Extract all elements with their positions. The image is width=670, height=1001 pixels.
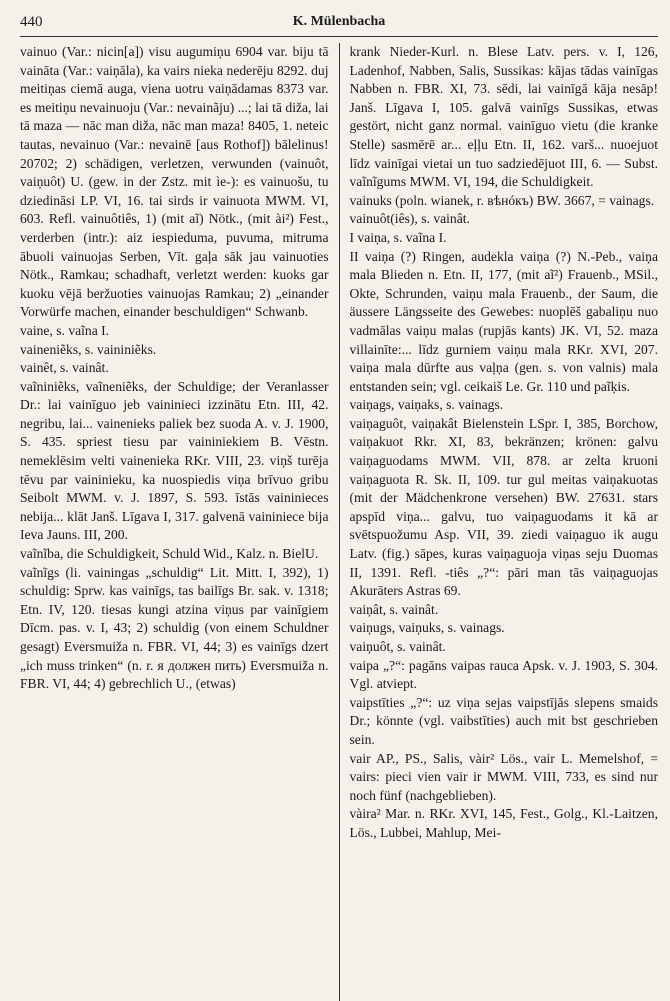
entry-paragraph: vaĩnĩgs (li. vainingas „schuldig“ Lit. Mitt. I, 392), 1) schuldig: Sprw. kas vainīgs, tas bailīgs Br. sak. v. 1318; Etn. IV, 120. tiesas kungi atzina viņus par vainīgiem Dīcm. pas. v. I, 43; 2) schuldig (von einem Schuldner gesagt) Eversmuiža n. FBR. VI, 44; 3) es vainīgs dzert „ich muss trinken“ (n. r. я должен пить) Eversmuiža n. FBR. VI, 44; 4) gebrechlich U., (etwas) xyxy=(20,564,329,692)
entry-paragraph: vaiņuôt, s. vainât. xyxy=(349,639,446,654)
entry-paragraph: vaiņugs, vaiņuks, s. vainags. xyxy=(349,620,505,636)
page-number: 440 xyxy=(20,14,43,30)
entry-paragraph: vainuôt(iês), s. vainât. xyxy=(349,211,470,227)
entry-paragraph: vaĩnĩba, die Schuldigkeit, Schuld Wid., Kalz. n. BielU. xyxy=(20,546,319,562)
entry-paragraph: II vaiņa (?) Ringen, audekla vaiņa (?) N.-Peb., vaiņa mala Blieden n. Etn. II, 177, (mit aĩ²) Frauenb., MSil., Okte, Schrunden, vaiņu mala Frauenb., der Saum, die äussere Längsseite des Gewebes: nuoplēš gabaliņu nuo vadmālas vaiņu malas (rupjās kants) JK. VI, 52. maza villainīte:... līdz gurniem vaiņu mala RKr. XVI, 207. vaiņa mala dūrfte aus vaļņa (gen. s. von valnis) mala entstanden sein; vgl. ceikaiš Le. Gr. 110 und paĩķis. xyxy=(349,248,658,394)
running-head: K. Mülenbacha xyxy=(292,14,386,29)
entry-paragraph: vaineniẽks, s. vaininiẽks. xyxy=(20,341,157,357)
entry-paragraph: vaiņaguôt, vaiņakât Bielenstein LSpr. I, 385, Borchow, vaiņakuot Rkr. XI, 83, bekränzen; krönen: galvu vaiņaguodams MWM. VII, 878. ar zelta kruoni vaiņaguota R. Sk. II, 109. tur gul meitas vaiņakuotas (mit der Mädchenkrone versehen) BW. 27631. stars apspīd viņa... galvu, tuo vaiņaguodams it kā ar svētspuožumu Asp. VII, 39. ziedi vaiņaguo ik augu Latv. (fig.) sāpes, kuras vaiņaguoja viņas seju Duomas II, 1391. Refl. -tiês „?“: pāri man tās vaiņaguojas Akurāters Astras 69. xyxy=(349,415,658,599)
entry-paragraph: vaĩniniẽks, vaĩneniẽks, der Schuldige; der Veranlasser Dr.: lai vainīguo jeb vaininiecі izzinātu Etn. III, 42. negribu, lai... vainenieks paliek bez suoda A. v. J. 1900, S. 435. spriest tiesu par vaininiekiem B. Vēstn. nemeklēsim velti vainenieka RKr. VIII, 23. viņš turēja tēvu par vaininieku, ka nuospiedis viņa brīvuo gribu Seibolt MWM. v. J. 1897, S. 593. īstās vaininieces nebija... klāt Janš. Līgava I, 317. galvenā vaininiece bija Ieva Jauns. III, 200. xyxy=(20,378,329,543)
right-column xyxy=(340,43,659,1001)
entry-paragraph: vaipstīties „?“: uz viņa sejas vaipstījās slepens smaids Dr.; könnte (vgl. vaibstīties) auch mit bst geschrieben sein. xyxy=(349,694,658,747)
entry-paragraph: vainuo (Var.: nicin[a]) visu augumiņu 6904 var. biju tā vainātа (Var.: vaiņāla), ka vairs nieka nederēju 8292. duj meitiņas ciemā auga, viena uotru vaiņādamas 8373 var. es meitiņu nevainuoju (Var.: nevainãju) ...; lai tā diža, lai tā maza — nāc man diža, nāc man maza! 8405, 1. neteic tautas, nevainuo (Var.: nevainē [aus Rothof]) bālelinus! 20702; 2) schädigen, verletzen, verwunden (vainuôt, vaiņuôt) U. (gew. in der Zstz. mit ìe-): es vainuošu, tu dziedināsi LP. VI, 16. tai sirds ir vainuota MWM. VI, 603. Refl. vainuôtiês, 1) (mit aĩ) Nötk., (mit ài²) Fest., verderben (intr.): aiz iespieduma, puvuma, mitruma ābuolі vainuojas Serben, Vīt. gaļa sāk jau vainuoties Nötk., Ramkau; schadhaft, verletzt werden: kuoks gar kuoku vējā beržuoties vainuojas Ramkau; 2) „einander Vorwürfe machen, einander beschuldigen“ Schwanb. xyxy=(20,44,329,320)
entry-paragraph: I vaiņa, s. vaĩna I. xyxy=(349,229,447,245)
page-header xyxy=(20,10,658,37)
entry-paragraph: krank Nieder-Kurl. n. Blese Latv. pers. v. I, 126, Ladenhof, Nabben, Salis, Sussikas: kājas tādas vainīgas Nabben n. FBR. XI, 73. sēdi, lai vainīgā kāja nesāp! Janš. Līgava I, 105. galvā vainīgs Sussikas, etwas gestört, nicht ganz normal. vainīguo vietu (die kranke Stelle) sasmērē ar... eļļu Etn. II, 162. varš... nuoejuot līdz vainīgai vietai un tuo sadziedējuot III, 6. — Subst. vaĩnĩgums MWM. VI, 194, die Schuldigkeit. xyxy=(349,44,658,190)
left-column xyxy=(20,43,339,1001)
entry-paragraph: vaiņât, s. vainât. xyxy=(349,601,439,617)
text-columns xyxy=(20,43,658,1001)
entry-paragraph: vàira² Mar. n. RKr. XVI, 145, Fest., Golg., Kl.-Laitzen, Lös., Lubbei, Mahlup, Mei- xyxy=(349,806,658,840)
entry-paragraph: vair AP., PS., Salis, vàir² Lös., vair L. Memelshof, = vairs: pieci vien vair ir MWM. VIII, 733, es sind nur noch fünf (nachgeblieben). xyxy=(349,750,658,803)
entry-paragraph: vaipa „?“: pagāns vaipas rauca Apsk. v. J. 1903, S. 304. Vgl. atviept. xyxy=(349,657,658,692)
entry-paragraph: vaiņags, vaiņaks, s. vainags. xyxy=(349,397,504,413)
entry-paragraph: vainêt, s. vainât. xyxy=(20,360,109,376)
entry-paragraph: vainuks (poln. wianek, r. вѣнóкъ) BW. 3667, = vainags. xyxy=(349,192,655,208)
entry-paragraph: vaine, s. vaĩna I. xyxy=(20,322,110,338)
